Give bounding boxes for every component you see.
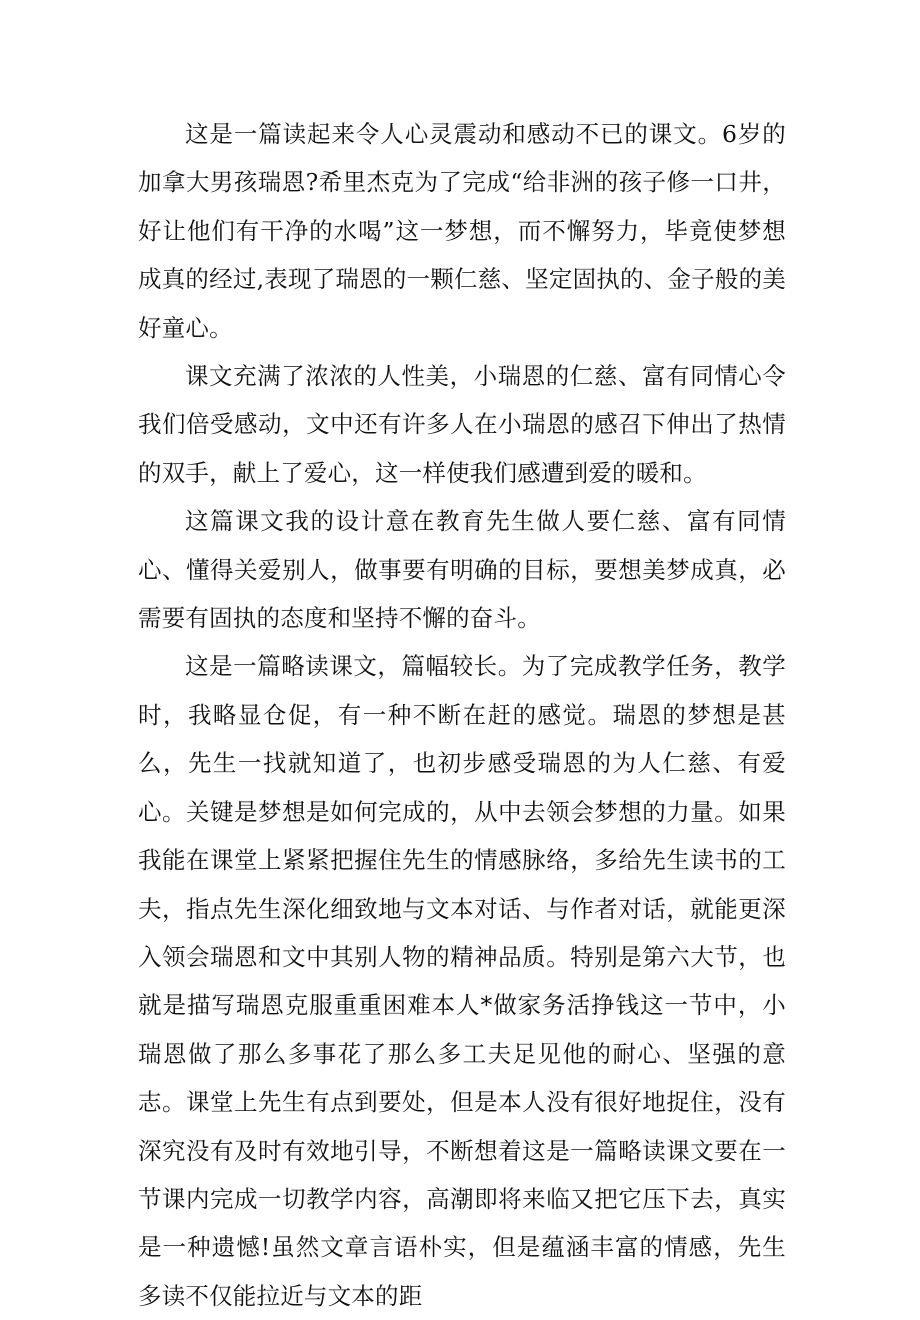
paragraph-humanity: 课文充满了浓浓的人性美，小瑞恩的仁慈、富有同情心令我们倍受感动，文中还有许多人在小瑞恩的感召下伸出了热情的双手，献上了爱心，这一样使我们感遭到爱的暖和。: [138, 362, 786, 487]
paragraph-design-intent: 这篇课文我的设计意在教育先生做人要仁慈、富有同情心、懂得关爱别人，做事要有明确的目标，要想美梦成真，必需要有固执的态度和坚持不懈的奋斗。: [138, 507, 786, 633]
document-body: [138, 110, 786, 1320]
paragraph-intro: 这是一篇读起来令人心灵震动和感动不已的课文。6岁的加拿大男孩瑞恩?希里杰克为了完成“给非洲的孩子修一口井，好让他们有干净的水喝”这一梦想，而不懈努力，毕竟使梦想成真的经过,表现了瑞恩的一颗仁慈、坚定固执的、金子般的美好童心。: [138, 120, 786, 342]
paragraph-reflection: 这是一篇略读课文，篇幅较长。为了完成教学任务，教学时，我略显仓促，有一种不断在赶的感觉。瑞恩的梦想是甚么，先生一找就知道了，也初步感受瑞恩的为人仁慈、有爱心。关键是梦想是如何完成的，从中去领会梦想的力量。如果我能在课堂上紧紧把握住先生的情感脉络，多给先生读书的工夫，指点先生深化细致地与文本对话、与作者对话，就能更深入领会瑞恩和文中其别人物的精神品质。特别是第六大节，也就是描写瑞恩克服重重困难本人*做家务活挣钱这一节中，小瑞恩做了那么多事花了那么多工夫足见他的耐心、坚强的意志。课堂上先生有点到要处，但是本人没有很好地捉住，没有深究没有及时有效地引导，不断想着这是一篇略读课文要在一节课内完成一切教学内容，高潮即将来临又把它压下去，真实是一种遗憾!虽然文章言语朴实，但是蕴涵丰富的情感，先生多读不仅能拉近与文本的距: [138, 652, 786, 1310]
